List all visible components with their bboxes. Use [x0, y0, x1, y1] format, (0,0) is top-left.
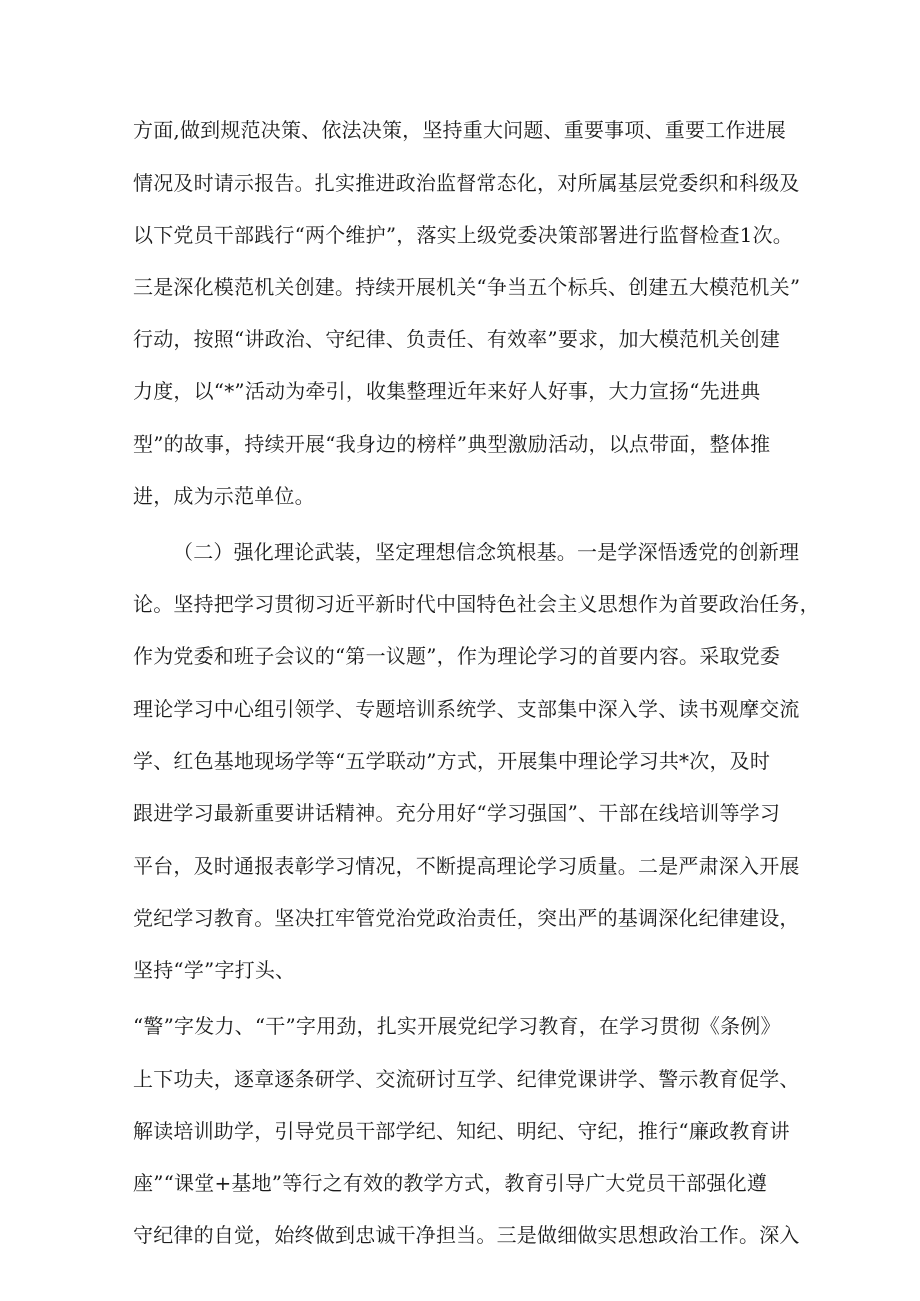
text-line: 解读培训助学，引导党员干部学纪、知纪、明纪、守纪，推行“廉政教育讲 — [133, 1119, 790, 1143]
text-line: 党纪学习教育。坚决扛牢管党治党政治责任，突出严的基调深化纪律建设， — [133, 906, 800, 930]
text-line: 型”的故事，持续开展“我身边的榜样”典型激励活动，以点带面，整体推 — [133, 432, 771, 456]
text-line: 行动，按照“讲政治、守纪律、负责任、有效率”要求，加大模范机关创建 — [133, 327, 781, 351]
text-line: 方面,做到规范决策、依法决策，坚持重大问题、重要事项、重要工作进展 — [133, 118, 786, 142]
text-line: 坚持“学”字打头、 — [133, 958, 296, 982]
text-line: 以下党员干部践行“两个维护”，落实上级党委决策部署进行监督检查1次。 — [133, 223, 793, 247]
text-line: 上下功夫，逐章逐条研学、交流研讨互学、纪律党课讲学、警示教育促学、 — [133, 1067, 800, 1091]
text-line: 理论学习中心组引领学、专题培训系统学、支部集中深入学、读书观摩交流 — [133, 697, 800, 721]
text-line: 守纪律的自觉，始终做到忠诚干净担当。三是做细做实思想政治工作。深入 — [133, 1223, 800, 1247]
text-line: 学、红色基地现场学等“五学联动”方式，开展集中理论学习共*次，及时 — [133, 749, 771, 773]
text-line: 三是深化模范机关创建。持续开展机关“争当五个标兵、创建五大模范机关” — [133, 275, 801, 299]
text-line: 进，成为示范单位。 — [133, 484, 315, 508]
text-line: 座”“课堂+基地”等行之有效的教学方式，教育引导广大党员干部强化遵 — [133, 1171, 768, 1195]
text-line: 力度，以“*”活动为牵引，收集整理近年来好人好事，大力宣扬“先进典 — [133, 379, 761, 403]
text-line: 情况及时请示报告。扎实推进政治监督常态化，对所属基层党委织和科级及 — [133, 171, 800, 195]
text-line: 作为党委和班子会议的“第一议题”，作为理论学习的首要内容。采取党委 — [133, 644, 781, 668]
section-heading-line: （二）强化理论武装，坚定理想信念筑根基。一是学深悟透党的创新理 — [173, 540, 800, 564]
text-line: 跟进学习最新重要讲话精神。充分用好“学习强国”、干部在线培训等学习 — [133, 801, 781, 825]
text-line: 平台，及时通报表彰学习情况，不断提高理论学习质量。二是严肃深入开展 — [133, 854, 800, 878]
text-line: 论。坚持把学习贯彻习近平新时代中国特色社会主义思想作为首要政治任务， — [133, 592, 820, 616]
text-line: “警”字发力、“干”字用劲，扎实开展党纪学习教育，在学习贯彻《条例》 — [133, 1014, 781, 1038]
